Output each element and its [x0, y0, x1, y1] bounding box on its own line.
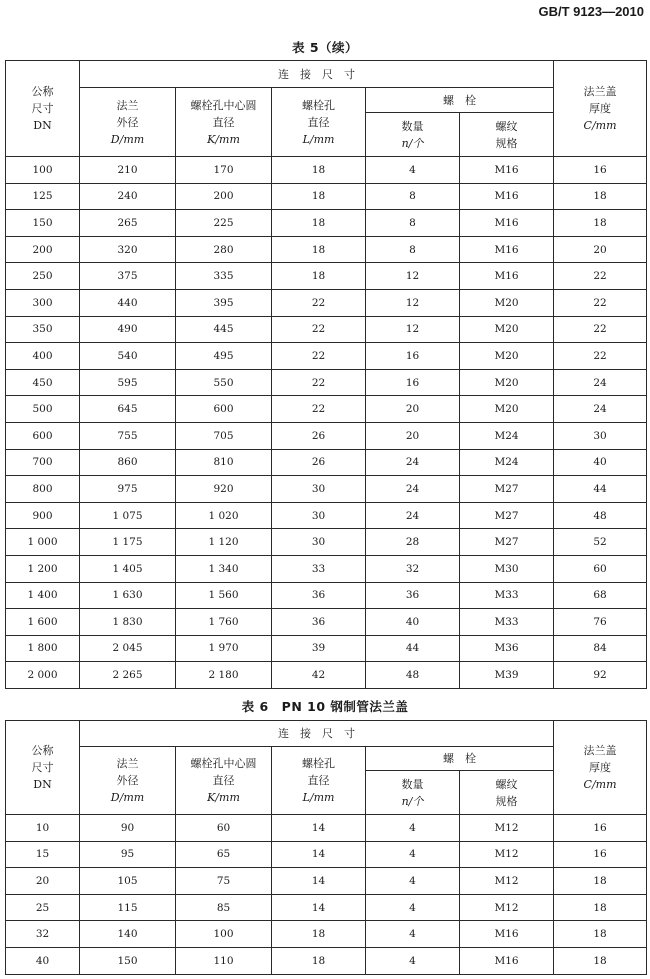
cell-bolt-thread: M27	[460, 529, 554, 556]
cell-bolt-hole: 18	[272, 263, 366, 290]
cell-flange-od: 140	[80, 921, 176, 948]
table-row	[6, 662, 647, 689]
cell-bolt-qty: 16	[366, 369, 460, 396]
cell-thickness: 44	[554, 476, 647, 503]
cell-thickness: 40	[554, 449, 647, 476]
cell-thickness: 18	[554, 921, 647, 948]
cell-flange-od: 645	[80, 396, 176, 423]
cell-thickness: 18	[554, 868, 647, 895]
cell-flange-od: 1 075	[80, 502, 176, 529]
cell-bolt-hole: 18	[272, 183, 366, 210]
table5	[5, 60, 647, 689]
cell-bolt-qty: 20	[366, 396, 460, 423]
table-row	[6, 868, 647, 895]
cell-dn: 350	[6, 316, 80, 343]
cell-bolt-thread: M27	[460, 476, 554, 503]
cell-bolt-circle: 225	[176, 210, 272, 237]
table-row	[6, 476, 647, 503]
cell-flange-od: 240	[80, 183, 176, 210]
cell-bolt-thread: M16	[460, 947, 554, 974]
cell-bolt-qty: 8	[366, 236, 460, 263]
cell-bolt-hole: 18	[272, 921, 366, 948]
header-bolt: 螺 栓	[366, 88, 554, 113]
header-bolt-qty: 数量 n/个	[366, 113, 460, 157]
cell-bolt-circle: 1 340	[176, 555, 272, 582]
cell-bolt-thread: M33	[460, 582, 554, 609]
cell-dn: 10	[6, 815, 80, 842]
table-row	[6, 343, 647, 370]
cell-bolt-qty: 12	[366, 263, 460, 290]
cell-bolt-qty: 24	[366, 476, 460, 503]
cell-thickness: 22	[554, 316, 647, 343]
cell-bolt-qty: 4	[366, 894, 460, 921]
cell-bolt-qty: 24	[366, 502, 460, 529]
cell-bolt-qty: 4	[366, 157, 460, 184]
header-bolt: 螺 栓	[366, 747, 554, 771]
cell-flange-od: 1 405	[80, 555, 176, 582]
cell-dn: 1 600	[6, 609, 80, 636]
cell-dn: 150	[6, 210, 80, 237]
cell-bolt-thread: M16	[460, 921, 554, 948]
table-row	[6, 236, 647, 263]
table-row	[6, 210, 647, 237]
cell-bolt-thread: M16	[460, 157, 554, 184]
cell-bolt-thread: M24	[460, 422, 554, 449]
cell-bolt-qty: 4	[366, 815, 460, 842]
cell-flange-od: 1 830	[80, 609, 176, 636]
cell-flange-od: 150	[80, 947, 176, 974]
cell-thickness: 16	[554, 841, 647, 868]
cell-flange-od: 595	[80, 369, 176, 396]
cell-thickness: 92	[554, 662, 647, 689]
table-row	[6, 841, 647, 868]
cell-flange-od: 105	[80, 868, 176, 895]
cell-dn: 700	[6, 449, 80, 476]
cell-bolt-hole: 22	[272, 289, 366, 316]
cell-flange-od: 265	[80, 210, 176, 237]
cell-bolt-circle: 280	[176, 236, 272, 263]
cell-dn: 100	[6, 157, 80, 184]
cell-flange-od: 1 630	[80, 582, 176, 609]
cell-bolt-circle: 495	[176, 343, 272, 370]
cell-dn: 400	[6, 343, 80, 370]
cell-bolt-circle: 395	[176, 289, 272, 316]
table-row	[6, 449, 647, 476]
cell-thickness: 22	[554, 343, 647, 370]
cell-dn: 800	[6, 476, 80, 503]
cell-bolt-circle: 1 120	[176, 529, 272, 556]
cell-dn: 32	[6, 921, 80, 948]
cell-thickness: 60	[554, 555, 647, 582]
cell-bolt-qty: 4	[366, 921, 460, 948]
cell-bolt-hole: 30	[272, 529, 366, 556]
cell-flange-od: 860	[80, 449, 176, 476]
cell-flange-od: 1 175	[80, 529, 176, 556]
cell-bolt-thread: M16	[460, 183, 554, 210]
header-flange-od: 法兰 外径 D/mm	[80, 88, 176, 157]
cell-flange-od: 2 045	[80, 635, 176, 662]
cell-bolt-thread: M39	[460, 662, 554, 689]
table-row	[6, 183, 647, 210]
cell-dn: 200	[6, 236, 80, 263]
cell-bolt-thread: M30	[460, 555, 554, 582]
cell-dn: 450	[6, 369, 80, 396]
header-bolt-circle: 螺栓孔中心圆 直径 K/mm	[176, 88, 272, 157]
cell-flange-od: 375	[80, 263, 176, 290]
cell-bolt-thread: M12	[460, 868, 554, 895]
cell-bolt-qty: 44	[366, 635, 460, 662]
table-row	[6, 529, 647, 556]
cell-thickness: 18	[554, 947, 647, 974]
cell-dn: 1 800	[6, 635, 80, 662]
cell-bolt-thread: M16	[460, 210, 554, 237]
cell-dn: 250	[6, 263, 80, 290]
cell-bolt-thread: M16	[460, 263, 554, 290]
table6-title: 表 6 PN 10 钢制管法兰盖	[241, 699, 409, 714]
cell-bolt-hole: 26	[272, 449, 366, 476]
cell-bolt-circle: 85	[176, 894, 272, 921]
cell-dn: 15	[6, 841, 80, 868]
cell-thickness: 84	[554, 635, 647, 662]
cell-dn: 300	[6, 289, 80, 316]
cell-bolt-qty: 36	[366, 582, 460, 609]
cell-thickness: 18	[554, 183, 647, 210]
cell-bolt-thread: M12	[460, 841, 554, 868]
cell-dn: 1 400	[6, 582, 80, 609]
cell-bolt-qty: 32	[366, 555, 460, 582]
cell-dn: 600	[6, 422, 80, 449]
cell-flange-od: 2 265	[80, 662, 176, 689]
cell-flange-od: 490	[80, 316, 176, 343]
cell-thickness: 22	[554, 263, 647, 290]
cell-bolt-circle: 445	[176, 316, 272, 343]
cell-bolt-qty: 28	[366, 529, 460, 556]
cell-thickness: 16	[554, 815, 647, 842]
cell-bolt-qty: 24	[366, 449, 460, 476]
cell-bolt-thread: M20	[460, 343, 554, 370]
cell-bolt-hole: 22	[272, 396, 366, 423]
cell-bolt-qty: 48	[366, 662, 460, 689]
cell-thickness: 30	[554, 422, 647, 449]
table-row	[6, 369, 647, 396]
cell-bolt-circle: 1 020	[176, 502, 272, 529]
cell-bolt-hole: 22	[272, 316, 366, 343]
cell-flange-od: 975	[80, 476, 176, 503]
cell-bolt-hole: 26	[272, 422, 366, 449]
cell-bolt-hole: 18	[272, 236, 366, 263]
cell-flange-od: 540	[80, 343, 176, 370]
cell-flange-od: 755	[80, 422, 176, 449]
cell-bolt-hole: 36	[272, 582, 366, 609]
cell-bolt-circle: 550	[176, 369, 272, 396]
cell-bolt-hole: 22	[272, 343, 366, 370]
cell-bolt-qty: 12	[366, 289, 460, 316]
cell-flange-od: 95	[80, 841, 176, 868]
cell-bolt-hole: 36	[272, 609, 366, 636]
cell-dn: 1 000	[6, 529, 80, 556]
table-row	[6, 157, 647, 184]
header-thickness: 法兰盖 厚度 C/mm	[554, 61, 647, 157]
cell-thickness: 22	[554, 289, 647, 316]
cell-thickness: 52	[554, 529, 647, 556]
cell-bolt-thread: M20	[460, 289, 554, 316]
table-row	[6, 316, 647, 343]
cell-flange-od: 210	[80, 157, 176, 184]
cell-thickness: 24	[554, 396, 647, 423]
cell-bolt-qty: 16	[366, 343, 460, 370]
cell-bolt-thread: M33	[460, 609, 554, 636]
header-dn: 公称 尺寸 DN	[6, 721, 80, 815]
header-bolt-qty: 数量 n/个	[366, 771, 460, 815]
cell-bolt-hole: 14	[272, 894, 366, 921]
standard-code: GB/T 9123—2010	[538, 4, 644, 19]
cell-bolt-hole: 33	[272, 555, 366, 582]
header-bolt-hole: 螺栓孔 直径 L/mm	[272, 88, 366, 157]
cell-bolt-qty: 4	[366, 841, 460, 868]
cell-bolt-qty: 4	[366, 868, 460, 895]
cell-bolt-hole: 18	[272, 947, 366, 974]
table-row	[6, 555, 647, 582]
table-row	[6, 263, 647, 290]
cell-dn: 40	[6, 947, 80, 974]
cell-bolt-circle: 810	[176, 449, 272, 476]
cell-bolt-circle: 75	[176, 868, 272, 895]
cell-bolt-thread: M20	[460, 369, 554, 396]
cell-bolt-circle: 705	[176, 422, 272, 449]
header-bolt-thread: 螺纹 规格	[460, 771, 554, 815]
header-bolt-circle: 螺栓孔中心圆 直径 K/mm	[176, 747, 272, 815]
cell-thickness: 68	[554, 582, 647, 609]
cell-bolt-thread: M36	[460, 635, 554, 662]
cell-thickness: 18	[554, 894, 647, 921]
cell-bolt-thread: M20	[460, 396, 554, 423]
cell-bolt-qty: 8	[366, 183, 460, 210]
header-thickness: 法兰盖 厚度 C/mm	[554, 721, 647, 815]
cell-dn: 500	[6, 396, 80, 423]
cell-bolt-qty: 40	[366, 609, 460, 636]
cell-thickness: 18	[554, 210, 647, 237]
cell-bolt-qty: 8	[366, 210, 460, 237]
table-row	[6, 396, 647, 423]
cell-bolt-thread: M24	[460, 449, 554, 476]
cell-flange-od: 440	[80, 289, 176, 316]
cell-bolt-circle: 1 970	[176, 635, 272, 662]
cell-bolt-circle: 1 560	[176, 582, 272, 609]
cell-bolt-circle: 110	[176, 947, 272, 974]
header-dn: 公称 尺寸 DN	[6, 61, 80, 157]
cell-bolt-hole: 18	[272, 157, 366, 184]
cell-dn: 25	[6, 894, 80, 921]
table5-title: 表 5（续）	[291, 40, 359, 55]
cell-bolt-circle: 100	[176, 921, 272, 948]
cell-flange-od: 115	[80, 894, 176, 921]
cell-dn: 125	[6, 183, 80, 210]
cell-dn: 2 000	[6, 662, 80, 689]
table-row	[6, 422, 647, 449]
cell-bolt-circle: 600	[176, 396, 272, 423]
cell-bolt-hole: 30	[272, 502, 366, 529]
cell-bolt-qty: 12	[366, 316, 460, 343]
cell-bolt-hole: 14	[272, 841, 366, 868]
cell-thickness: 24	[554, 369, 647, 396]
cell-thickness: 76	[554, 609, 647, 636]
cell-bolt-thread: M16	[460, 236, 554, 263]
header-flange-od: 法兰 外径 D/mm	[80, 747, 176, 815]
table-row	[6, 947, 647, 974]
header-bolt-hole: 螺栓孔 直径 L/mm	[272, 747, 366, 815]
cell-bolt-hole: 14	[272, 815, 366, 842]
table-row	[6, 894, 647, 921]
cell-flange-od: 90	[80, 815, 176, 842]
cell-dn: 1 200	[6, 555, 80, 582]
cell-bolt-hole: 14	[272, 868, 366, 895]
cell-bolt-circle: 1 760	[176, 609, 272, 636]
cell-bolt-circle: 65	[176, 841, 272, 868]
cell-bolt-hole: 39	[272, 635, 366, 662]
cell-bolt-circle: 335	[176, 263, 272, 290]
table-row	[6, 921, 647, 948]
cell-dn: 900	[6, 502, 80, 529]
cell-bolt-circle: 170	[176, 157, 272, 184]
table6	[5, 720, 647, 975]
cell-bolt-qty: 20	[366, 422, 460, 449]
cell-thickness: 48	[554, 502, 647, 529]
cell-bolt-circle: 2 180	[176, 662, 272, 689]
header-connection: 连 接 尺 寸	[80, 721, 554, 747]
cell-bolt-hole: 22	[272, 369, 366, 396]
cell-bolt-hole: 18	[272, 210, 366, 237]
cell-bolt-thread: M12	[460, 815, 554, 842]
table-row	[6, 635, 647, 662]
table-row	[6, 609, 647, 636]
header-connection: 连 接 尺 寸	[80, 61, 554, 88]
cell-thickness: 20	[554, 236, 647, 263]
table-row	[6, 502, 647, 529]
table-row	[6, 289, 647, 316]
cell-bolt-hole: 30	[272, 476, 366, 503]
table-row	[6, 815, 647, 842]
cell-dn: 20	[6, 868, 80, 895]
cell-bolt-thread: M12	[460, 894, 554, 921]
cell-bolt-thread: M20	[460, 316, 554, 343]
cell-bolt-qty: 4	[366, 947, 460, 974]
cell-bolt-circle: 200	[176, 183, 272, 210]
header-bolt-thread: 螺纹 规格	[460, 113, 554, 157]
cell-bolt-circle: 60	[176, 815, 272, 842]
cell-bolt-circle: 920	[176, 476, 272, 503]
cell-thickness: 16	[554, 157, 647, 184]
cell-bolt-thread: M27	[460, 502, 554, 529]
cell-flange-od: 320	[80, 236, 176, 263]
cell-bolt-hole: 42	[272, 662, 366, 689]
table-row	[6, 582, 647, 609]
